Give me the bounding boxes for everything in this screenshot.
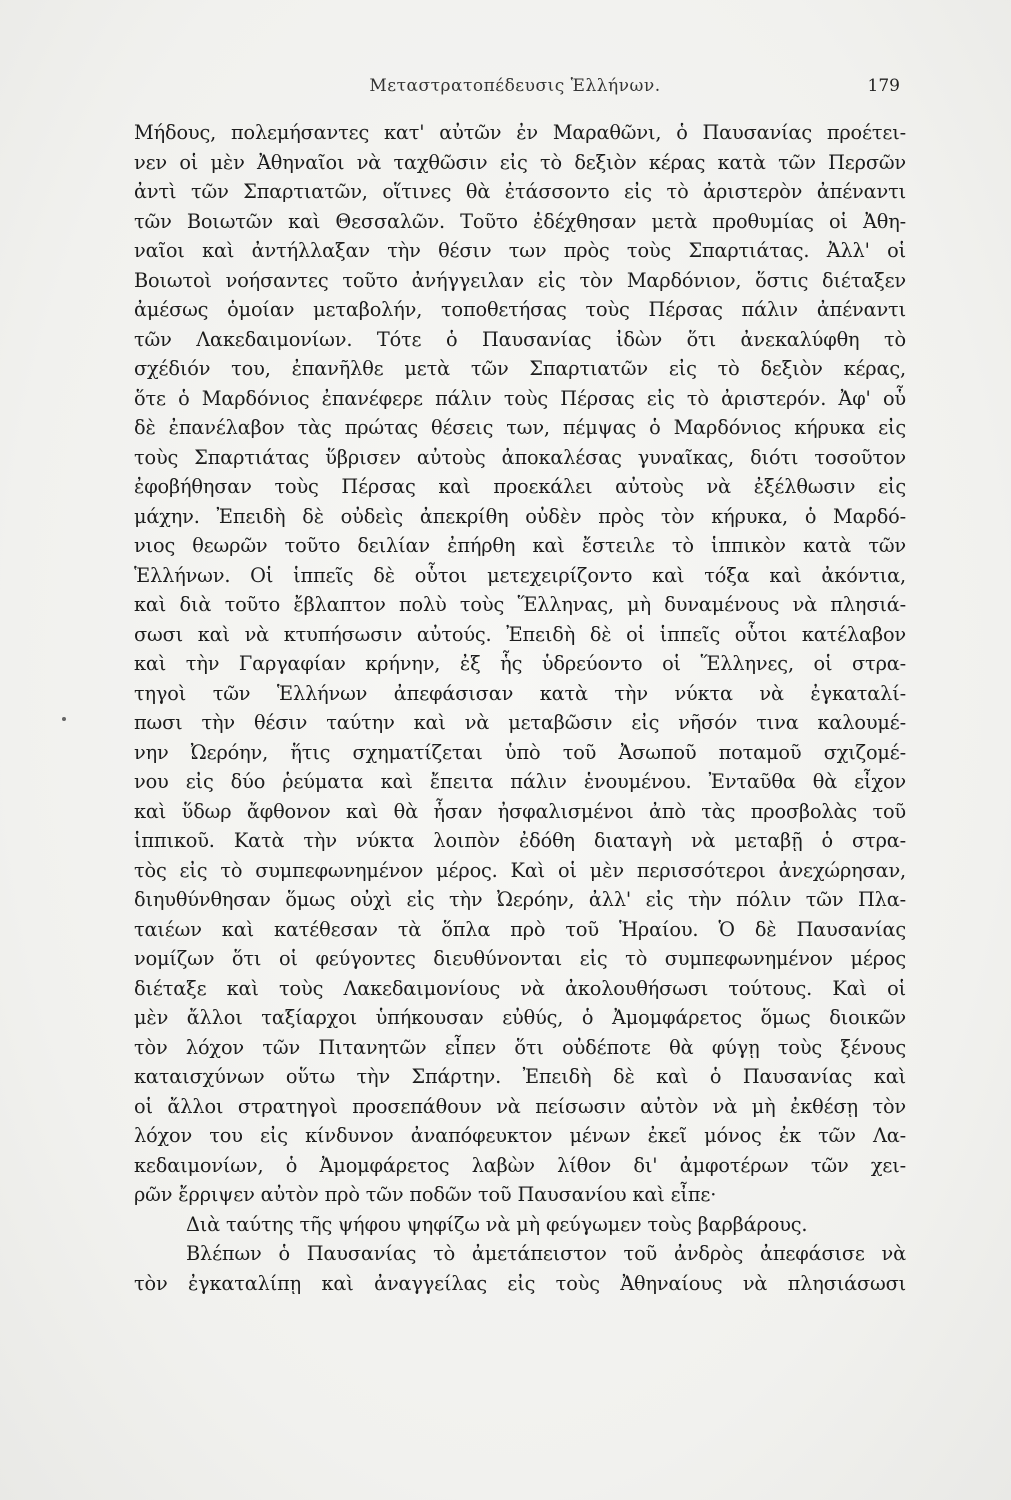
text-line: τηγοὶ τῶν Ἑλλήνων ἀπεφάσισαν κατὰ τὴν νύκτα νὰ ἐγκαταλί- [134,681,906,705]
text-line: ἐφοβήθησαν τοὺς Πέρσας καὶ προεκάλει αὐτοὺς νὰ ἐξέλθωσιν εἰς [134,475,906,498]
text-line: δὲ ἐπανέλαβον τὰς πρώτας θέσεις των, πέμψας ὁ Μαρδόνιος κήρυκα εἰς [134,416,906,439]
page-body-text [134,118,906,1298]
text-line: ρῶν ἔρριψεν αὐτὸν πρὸ τῶν ποδῶν τοῦ Παυσανίου καὶ εἶπε· [134,1183,717,1206]
text-line: διέταξε καὶ τοὺς Λακεδαιμονίους νὰ ἀκολουθήσωσι τούτους. Καὶ οἱ [134,976,906,1000]
running-head [130,76,900,102]
text-line: σωσι καὶ νὰ κτυπήσωσιν αὐτούς. Ἐπειδὴ δὲ οἱ ἱππεῖς οὗτοι κατέλαβον [134,622,906,646]
text-line: μάχην. Ἐπειδὴ δὲ οὐδεὶς ἀπεκρίθη οὐδὲν πρὸς τὸν κήρυκα, ὁ Μαρδό- [134,504,906,528]
text-line: τῶν Λακεδαιμονίων. Τότε ὁ Παυσανίας ἰδὼν ὅτι ἀνεκαλύφθη τὸ [134,327,906,351]
text-line: κεδαιμονίων, ὁ Ἀμομφάρετος λαβὼν λίθον δι' ἀμφοτέρων τῶν χει- [134,1153,906,1177]
running-title: Μεταστρατοπέδευσις Ἑλλήνων. [369,76,661,96]
text-line: μὲν ἄλλοι ταξίαρχοι ὑπήκουσαν εὐθύς, ὁ Ἀμομφάρετος ὅμως διοικῶν [134,1006,906,1029]
text-line: καταισχύνων οὕτω τὴν Σπάρτην. Ἐπειδὴ δὲ καὶ ὁ Παυσανίας καὶ [134,1065,906,1088]
text-line: ἀντὶ τῶν Σπαρτιατῶν, οἵτινες θὰ ἐτάσσοντο εἰς τὸ ἀριστερὸν ἀπέναντι [134,180,906,203]
text-line: τὸν ἐγκαταλίπῃ καὶ ἀναγγείλας εἰς τοὺς Ἀθηναίους νὰ πλησιάσωσι [134,1271,906,1295]
text-line: Βοιωτοὶ νοήσαντες τοῦτο ἀνήγγειλαν εἰς τὸν Μαρδόνιον, ὅστις διέταξεν [134,268,906,292]
text-line: Διὰ ταύτης τῆς ψήφου ψηφίζω νὰ μὴ φεύγωμεν τοὺς βαρβάρους. [186,1212,808,1236]
text-line: ταιέων καὶ κατέθεσαν τὰ ὅπλα πρὸ τοῦ Ἡραίου. Ὁ δὲ Παυσανίας [134,917,906,941]
text-line: τὸν λόχον τῶν Πιτανητῶν εἶπεν ὅτι οὐδέποτε θὰ φύγῃ τοὺς ξένους [134,1035,906,1059]
text-line: νην Ὠερόην, ἥτις σχηματίζεται ὑπὸ τοῦ Ἀσωποῦ ποταμοῦ σχιζομέ- [134,740,906,764]
text-line: ἱππικοῦ. Κατὰ τὴν νύκτα λοιπὸν ἐδόθη διαταγὴ νὰ μεταβῇ ὁ στρα- [134,829,906,852]
text-line: καὶ διὰ τοῦτο ἔβλαπτον πολὺ τοὺς Ἕλληνας, μὴ δυναμένους νὰ πλησιά- [134,593,906,616]
text-line: ὅτε ὁ Μαρδόνιος ἐπανέφερε πάλιν τοὺς Πέρσας εἰς τὸ ἀριστερόν. Ἀφ' οὗ [134,386,906,410]
text-line: τὸς εἰς τὸ συμπεφωνημένον μέρος. Καὶ οἱ μὲν περισσότεροι ἀνεχώρησαν, [134,858,906,882]
text-line: Βλέπων ὁ Παυσανίας τὸ ἀμετάπειστον τοῦ ἀνδρὸς ἀπεφάσισε νὰ [186,1242,906,1265]
text-line: τοὺς Σπαρτιάτας ὕβρισεν αὐτοὺς ἀποκαλέσας γυναῖκας, διότι τοσοῦτον [134,445,906,469]
text-line: καὶ ὕδωρ ἄφθονον καὶ θὰ ἦσαν ἠσφαλισμένοι ἀπὸ τὰς προσβολὰς τοῦ [134,799,906,823]
text-line: πωσι τὴν θέσιν ταύτην καὶ νὰ μεταβῶσιν εἰς νῆσόν τινα καλουμέ- [134,711,906,734]
text-line: ναῖοι καὶ ἀντήλλαξαν τὴν θέσιν των πρὸς τοὺς Σπαρτιάτας. Ἀλλ' οἱ [134,239,906,262]
text-line: Μήδους, πολεμήσαντες κατ' αὐτῶν ἐν Μαραθῶνι, ὁ Παυσανίας προέτει- [134,121,906,144]
text-line: νιος θεωρῶν τοῦτο δειλίαν ἐπήρθη καὶ ἔστειλε τὸ ἱππικὸν κατὰ τῶν [134,534,906,557]
text-line: οἱ ἄλλοι στρατηγοὶ προσεπάθουν νὰ πείσωσιν αὐτὸν νὰ μὴ ἐκθέσῃ τὸν [134,1094,906,1118]
text-line: νομίζων ὅτι οἱ φεύγοντες διευθύνονται εἰς τὸ συμπεφωνημένον μέρος [134,947,906,970]
page-number: 179 [867,76,900,96]
margin-speck [62,717,66,721]
text-line: ἀμέσως ὁμοίαν μεταβολήν, τοποθετήσας τοὺς Πέρσας πάλιν ἀπέναντι [134,298,906,321]
text-line: σχέδιόν του, ἐπανῆλθε μετὰ τῶν Σπαρτιατῶν εἰς τὸ δεξιὸν κέρας, [134,357,906,380]
text-line: Ἑλλήνων. Οἱ ἱππεῖς δὲ οὗτοι μετεχειρίζοντο καὶ τόξα καὶ ἀκόντια, [134,563,906,587]
text-line: διηυθύνθησαν ὅμως οὐχὶ εἰς τὴν Ὠερόην, ἀλλ' εἰς τὴν πόλιν τῶν Πλα- [134,888,906,911]
text-line: τῶν Βοιωτῶν καὶ Θεσσαλῶν. Τοῦτο ἐδέχθησαν μετὰ προθυμίας οἱ Ἀθη- [134,209,906,233]
text-line: λόχον του εἰς κίνδυνον ἀναπόφευκτον μένων ἐκεῖ μόνος ἐκ τῶν Λα- [134,1124,906,1147]
text-line: νεν οἱ μὲν Ἀθηναῖοι νὰ ταχθῶσιν εἰς τὸ δεξιὸν κέρας κατὰ τῶν Περσῶν [134,150,906,174]
text-line: καὶ τὴν Γαργαφίαν κρήνην, ἐξ ἧς ὑδρεύοντο οἱ Ἕλληνες, οἱ στρα- [134,652,906,675]
text-line: νου εἰς δύο ῥεύματα καὶ ἔπειτα πάλιν ἑνουμένου. Ἐνταῦθα θὰ εἶχον [134,770,906,793]
